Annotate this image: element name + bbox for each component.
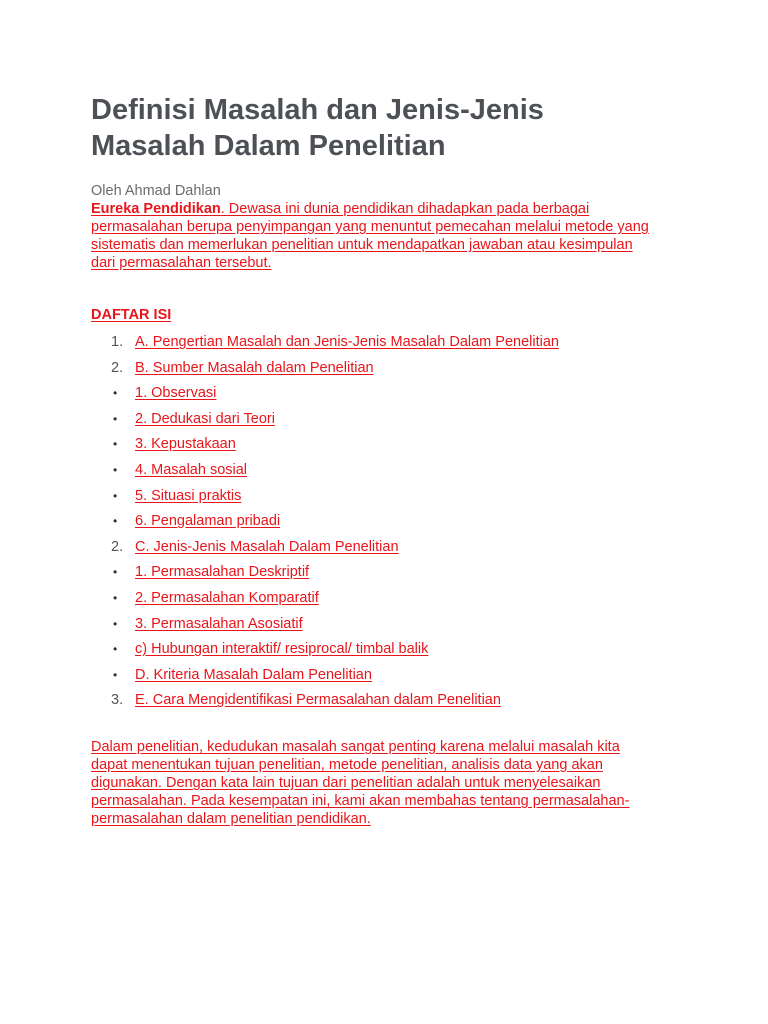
toc-link[interactable]: E. Cara Mengidentifikasi Permasalahan dalam Penelitian	[135, 692, 501, 709]
toc-heading[interactable]: DAFTAR ISI	[91, 307, 172, 323]
toc-bullet: •	[113, 462, 118, 477]
toc-bullet: •	[113, 488, 118, 503]
toc-bullet: •	[113, 411, 118, 426]
toc-link[interactable]: 5. Situasi praktis	[135, 487, 242, 504]
toc-item	[91, 330, 691, 356]
toc-item	[91, 407, 691, 433]
toc-bullet: •	[113, 437, 118, 452]
toc-marker: 3.	[111, 692, 124, 709]
closing-line-1[interactable]: Dalam penelitian, kedudukan masalah sangat penting karena melalui masalah kita	[91, 738, 620, 755]
toc-bullet: •	[113, 642, 118, 657]
toc-item	[91, 509, 691, 535]
toc-item	[91, 688, 691, 714]
intro-paragraph[interactable]	[91, 200, 691, 272]
toc-bullet: •	[113, 565, 118, 580]
toc-item	[91, 637, 691, 663]
toc-item	[91, 612, 691, 638]
article-title-line-2: Masalah Dalam Penelitian	[91, 130, 446, 162]
toc-link[interactable]: 3. Kepustakaan	[135, 436, 236, 453]
closing-line-4[interactable]: permasalahan. Pada kesempatan ini, kami akan membahas tentang permasalahan-	[91, 792, 630, 809]
intro-line-1[interactable]: . Dewasa ini dunia pendidikan dihadapkan pada berbagai	[220, 201, 590, 217]
toc-link[interactable]: D. Kriteria Masalah Dalam Penelitian	[135, 666, 372, 683]
toc-marker: 2.	[111, 538, 124, 555]
closing-line-2[interactable]: dapat menentukan tujuan penelitian, metode penelitian, analisis data yang akan	[91, 756, 603, 773]
closing-line-3[interactable]: digunakan. Dengan kata lain tujuan dari penelitian adalah untuk menyelesaikan	[91, 774, 601, 791]
article	[91, 92, 691, 828]
intro-brand-link[interactable]: Eureka Pendidikan	[91, 201, 221, 217]
toc-item	[91, 663, 691, 689]
toc-item	[91, 484, 691, 510]
toc-link[interactable]: B. Sumber Masalah dalam Penelitian	[135, 359, 374, 376]
article-title	[91, 92, 691, 164]
toc-link[interactable]: 2. Permasalahan Komparatif	[135, 589, 319, 606]
toc-bullet: •	[113, 590, 118, 605]
article-author: Oleh Ahmad Dahlan	[91, 183, 221, 199]
toc-link[interactable]: 6. Pengalaman pribadi	[135, 513, 281, 530]
toc-link[interactable]: 1. Observasi	[135, 385, 217, 402]
toc-link[interactable]: 1. Permasalahan Deskriptif	[135, 564, 310, 581]
toc-item	[91, 381, 691, 407]
toc-bullet: •	[113, 386, 118, 401]
table-of-contents	[91, 330, 691, 714]
toc-item	[91, 432, 691, 458]
toc-bullet: •	[113, 514, 118, 529]
intro-line-2[interactable]: permasalahan berupa penyimpangan yang menuntut pemecahan melalui metode yang	[91, 219, 649, 235]
toc-link[interactable]: c) Hubungan interaktif/ resiprocal/ timbal balik	[135, 641, 429, 658]
closing-paragraph[interactable]	[91, 738, 657, 828]
article-title-line-1: Definisi Masalah dan Jenis-Jenis	[91, 94, 544, 126]
toc-link[interactable]: 3. Permasalahan Asosiatif	[135, 615, 303, 632]
toc-item	[91, 356, 691, 382]
toc-item	[91, 586, 691, 612]
toc-item	[91, 535, 691, 561]
toc-bullet: •	[113, 616, 118, 631]
intro-line-4[interactable]: dari permasalahan tersebut.	[91, 255, 272, 271]
toc-item	[91, 560, 691, 586]
toc-link[interactable]: C. Jenis-Jenis Masalah Dalam Penelitian	[135, 538, 399, 555]
toc-marker: 1.	[111, 334, 124, 350]
toc-bullet: •	[113, 667, 118, 682]
closing-line-5[interactable]: permasalahan dalam penelitian pendidikan.	[91, 810, 371, 827]
toc-link[interactable]: 2. Dedukasi dari Teori	[135, 410, 275, 427]
toc-link[interactable]: 4. Masalah sosial	[135, 461, 248, 478]
toc-link[interactable]: A. Pengertian Masalah dan Jenis-Jenis Masalah Dalam Penelitian	[135, 334, 559, 350]
toc-marker: 2.	[111, 359, 124, 376]
toc-item	[91, 458, 691, 484]
intro-line-3[interactable]: sistematis dan memerlukan penelitian untuk mendapatkan jawaban atau kesimpulan	[91, 237, 633, 253]
